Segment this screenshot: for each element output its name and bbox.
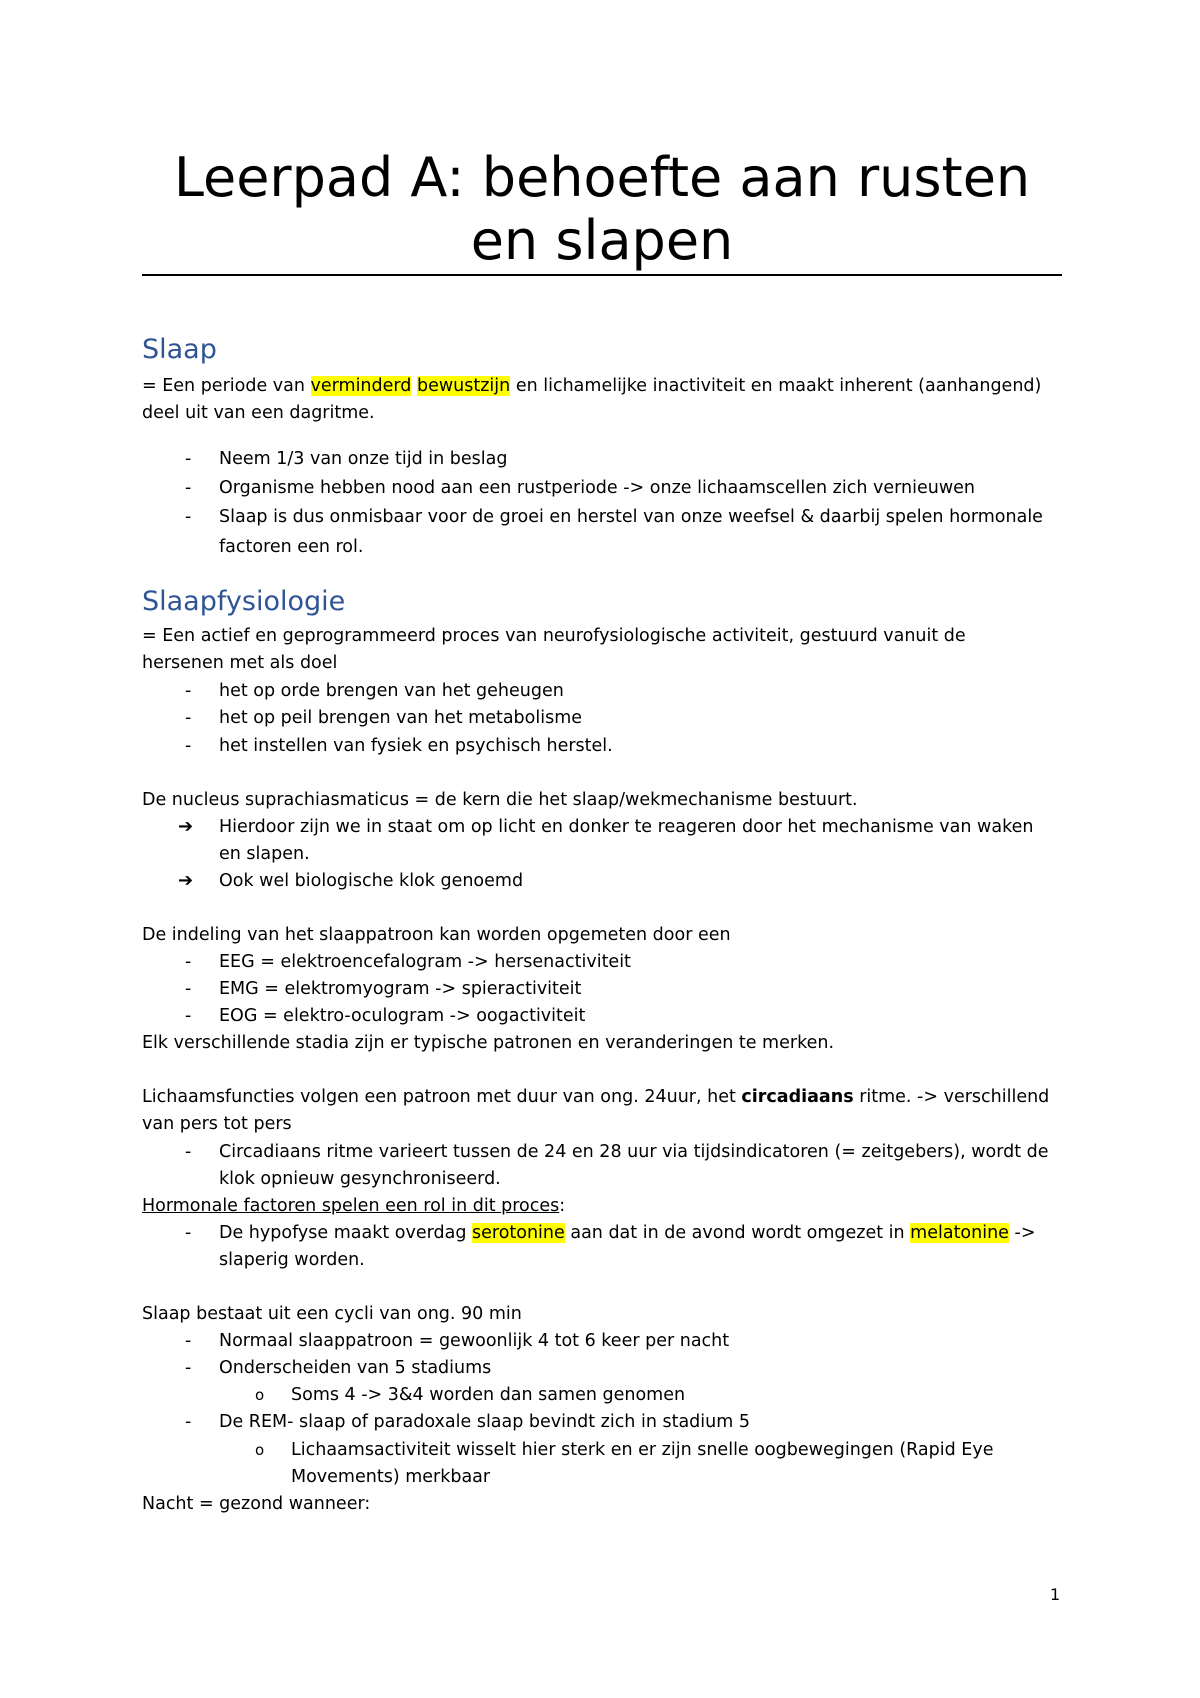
cycli-subitem-1: Soms 4 -> 3&4 worden dan samen genomen [291,1385,686,1405]
dash-bullet: - [185,1358,192,1378]
cycli-subitem-2: Lichaamsactiviteit wisselt hier sterk en er zijn snelle oogbewegingen (Rapid Eye [291,1440,994,1460]
doel-item-1: het op orde brengen van het geheugen [219,681,564,701]
dash-bullet: - [185,1006,192,1026]
measure-emg: EMG = elektromyogram -> spieractiviteit [219,979,582,999]
circadiaans-item-1: Circadiaans ritme varieert tussen de 24 en 28 uur via tijdsindicatoren (= zeitgebers), wordt de [219,1142,1049,1162]
circadiaans-item-1-cont: klok opnieuw gesynchroniseerd. [219,1169,501,1189]
nucleus-paragraph: De nucleus suprachiasmaticus = de kern die het slaap/wekmechanisme bestuurt. [142,790,858,810]
measure-eog: EOG = elektro-oculogram -> oogactiviteit [219,1006,586,1026]
measure-eeg: EEG = elektroencefalogram -> hersenactiviteit [219,952,631,972]
title-line-2: en slapen [470,209,734,272]
hypofyse-item-cont: slaperig worden. [219,1250,365,1270]
slaapfysiologie-definition-2: hersenen met als doel [142,653,338,673]
heading-slaapfysiologie: Slaapfysiologie [142,586,346,617]
circadiaans-paragraph-2: van pers tot pers [142,1114,292,1134]
highlight-verminderd: verminderd [310,376,412,396]
bold-circadiaans: circadiaans [741,1087,854,1107]
slaap-item-3: Slaap is dus onmisbaar voor de groei en herstel van onze weefsel & daarbij spelen hormonale [219,507,1043,527]
nacht-paragraph: Nacht = gezond wanneer: [142,1494,371,1514]
arrow-right-icon: ➔ [178,870,194,891]
slaap-item-3-cont: factoren een rol. [219,537,364,557]
cycli-item-1: Normaal slaappatroon = gewoonlijk 4 tot 6 keer per nacht [219,1331,730,1351]
indeling-paragraph: De indeling van het slaappatroon kan worden opgemeten door een [142,925,731,945]
circle-bullet: o [255,1441,265,1459]
highlight-bewustzijn: bewustzijn [416,376,511,396]
title-line-1: Leerpad A: behoefte aan rusten [173,146,1031,209]
dash-bullet: - [185,478,192,498]
dash-bullet: - [185,736,192,756]
stadia-paragraph: Elk verschillende stadia zijn er typische patronen en veranderingen te merken. [142,1033,835,1053]
arrow-right-icon: ➔ [178,816,194,837]
hormonal-heading: Hormonale factoren spelen een rol in dit proces: [142,1196,566,1216]
circadiaans-paragraph-1: Lichaamsfuncties volgen een patroon met duur van ong. 24uur, het circadiaans ritme. -> verschillend [142,1087,1050,1107]
dash-bullet: - [185,708,192,728]
dash-bullet: - [185,952,192,972]
arrow-item-2: Ook wel biologische klok genoemd [219,871,524,891]
cycli-item-2: Onderscheiden van 5 stadiums [219,1358,492,1378]
dash-bullet: - [185,1331,192,1351]
slaap-item-1: Neem 1/3 van onze tijd in beslag [219,449,508,469]
dash-bullet: - [185,449,192,469]
slaap-definition-line-1: = Een periode van verminderd bewustzijn en lichamelijke inactiviteit en maakt inherent (aanhangend) [142,376,1042,396]
slaap-definition-line-2: deel uit van een dagritme. [142,403,375,423]
slaap-item-2: Organisme hebben nood aan een rustperiode -> onze lichaamscellen zich vernieuwen [219,478,975,498]
highlight-serotonine: serotonine [472,1223,565,1243]
cycli-item-3: De REM- slaap of paradoxale slaap bevindt zich in stadium 5 [219,1412,750,1432]
dash-bullet: - [185,1142,192,1162]
dash-bullet: - [185,979,192,999]
dash-bullet: - [185,1223,192,1243]
cycli-subitem-2-cont: Movements) merkbaar [291,1467,491,1487]
hypofyse-item: De hypofyse maakt overdag serotonine aan dat in de avond wordt omgezet in melatonine -> [219,1223,1036,1243]
doel-item-3: het instellen van fysiek en psychisch herstel. [219,736,613,756]
highlight-melatonine: melatonine [910,1223,1009,1243]
doel-item-2: het op peil brengen van het metabolisme [219,708,583,728]
heading-slaap: Slaap [142,334,217,365]
arrow-item-1-cont: en slapen. [219,844,310,864]
dash-bullet: - [185,507,192,527]
page-number: 1 [1050,1585,1061,1604]
document-title [142,146,1062,272]
title-underline [142,274,1062,276]
dash-bullet: - [185,681,192,701]
cycli-paragraph: Slaap bestaat uit een cycli van ong. 90 min [142,1304,522,1324]
circle-bullet: o [255,1386,265,1404]
dash-bullet: - [185,1412,192,1432]
arrow-item-1: Hierdoor zijn we in staat om op licht en donker te reageren door het mechanisme van waken [219,817,1034,837]
slaapfysiologie-definition-1: = Een actief en geprogrammeerd proces van neurofysiologische activiteit, gestuurd vanuit de [142,626,966,646]
